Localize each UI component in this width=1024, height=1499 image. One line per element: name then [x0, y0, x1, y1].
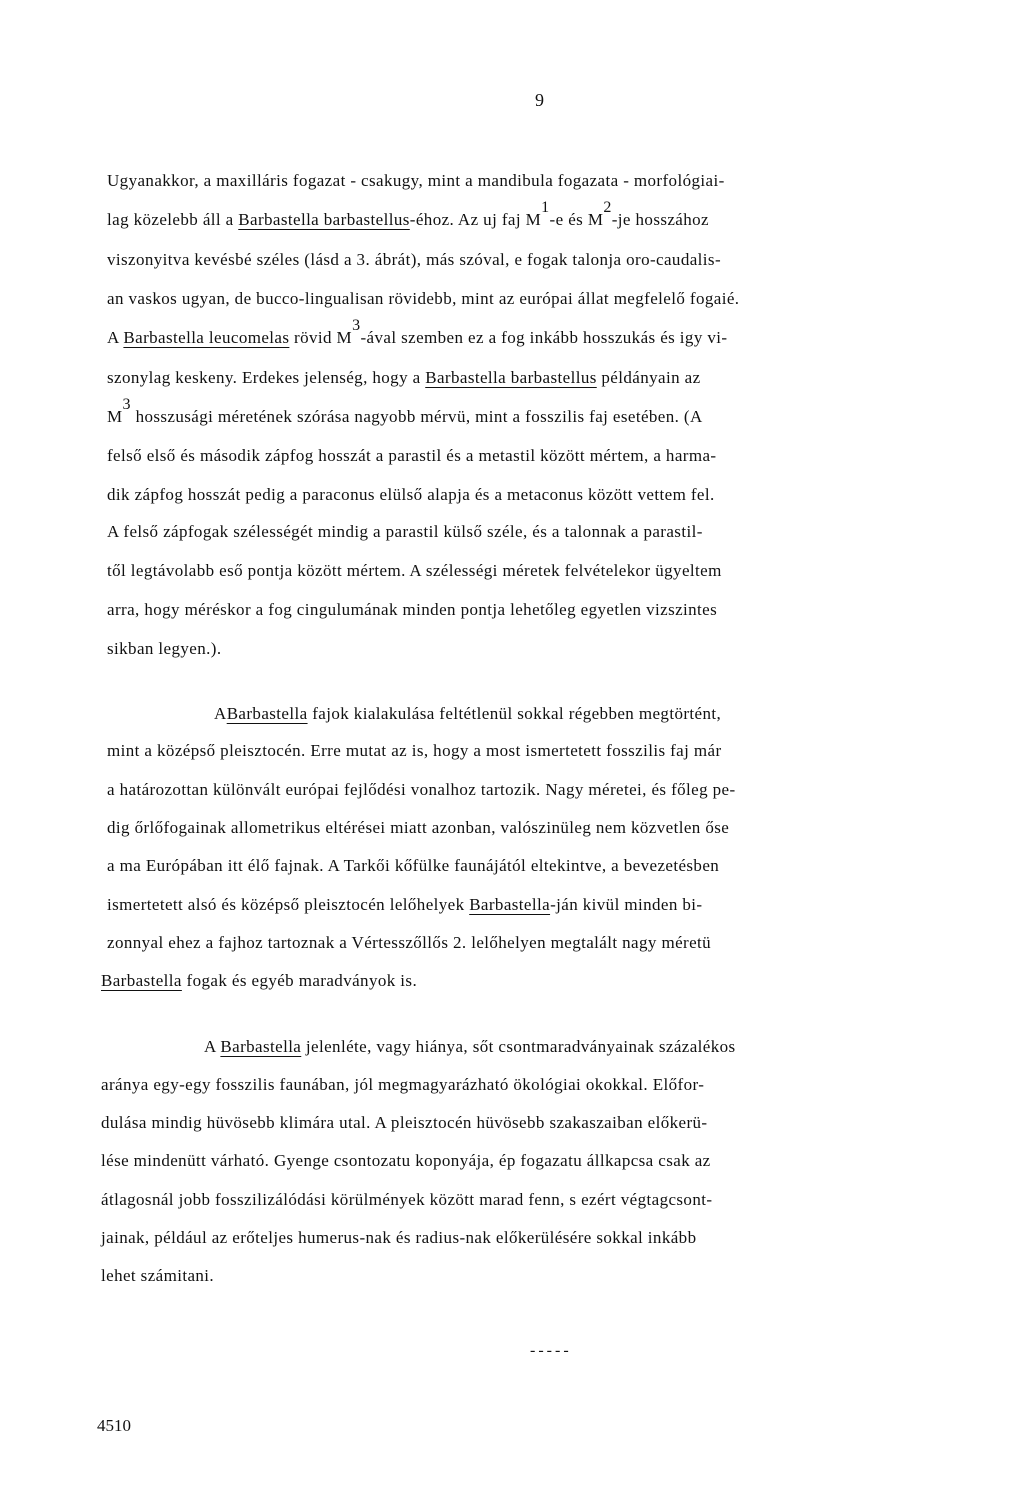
text-line: átlagosnál jobb fosszilizálódási körülmények között marad fenn, s ezért végtagcsont-: [101, 1190, 713, 1209]
text-fragment: ismertetett alsó és középső pleisztocén lelőhelyek: [107, 895, 470, 914]
taxon-name: Barbastella: [226, 704, 308, 723]
text-line: [204, 1037, 736, 1057]
text-fragment: fajok kialakulása feltétlenül sokkal régebben megtörtént,: [307, 704, 722, 723]
text-fragment: -éhoz. Az uj faj M: [409, 210, 542, 229]
text-line: [107, 368, 701, 388]
footer-code: 4510: [97, 1416, 131, 1435]
text-fragment: -je hosszához: [611, 210, 709, 229]
text-fragment: -ján kivül minden bi-: [550, 895, 703, 914]
text-fragment: szonylag keskeny. Erdekes jelenség, hogy a: [107, 368, 426, 387]
text-line: [107, 895, 702, 915]
text-line: zonnyal ehez a fajhoz tartoznak a Vértesszőllős 2. lelőhelyen megtalált nagy méretü: [107, 933, 712, 952]
text-line: [107, 199, 709, 231]
page-number: 9: [535, 90, 544, 110]
text-line: [107, 317, 728, 349]
text-line: arra, hogy méréskor a fog cingulumának minden pontja lehetőleg egyetlen vizszintes: [107, 600, 718, 619]
text-line: a határozottan különvált európai fejlődési vonalhoz tartozik. Nagy méretei, és főleg pe-: [107, 780, 736, 799]
text-fragment: M: [107, 407, 123, 426]
superscript: 1: [541, 199, 550, 216]
section-separator: -----: [530, 1342, 572, 1359]
text-line: [101, 971, 417, 991]
text-fragment: -e és M: [549, 210, 604, 229]
taxon-name: Barbastella: [101, 971, 182, 990]
text-line: aránya egy-egy fosszilis faunában, jól megmagyarázható ökológiai okokkal. Előfor-: [101, 1075, 705, 1094]
text-line: Ugyanakkor, a maxilláris fogazat - csakugy, mint a mandibula fogazata - morfológiai-: [107, 171, 725, 190]
text-line: a ma Európában itt élő fajnak. A Tarkői kőfülke faunájától eltekintve, a bevezetésben: [107, 856, 720, 875]
text-line: viszonyitva kevésbé széles (lásd a 3. ábrát), más szóval, e fogak talonja oro-caudalis-: [107, 250, 722, 269]
taxon-name: Barbastella leucomelas: [123, 328, 290, 347]
text-fragment: hosszusági méretének szórása nagyobb mérvü, mint a fosszilis faj esetében. (A: [130, 407, 703, 426]
text-fragment: -ával szemben ez a fog inkább hosszukás és igy vi-: [360, 328, 728, 347]
text-line: mint a középső pleisztocén. Erre mutat az is, hogy a most ismertetett fosszilis faj már: [107, 741, 722, 760]
text-fragment: A: [107, 328, 124, 347]
superscript: 3: [352, 317, 361, 334]
text-fragment: A: [214, 704, 227, 723]
taxon-name: Barbastella barbastellus: [425, 368, 597, 387]
text-line: lése mindenütt várható. Gyenge csontozatu koponyája, ép fogazatu állkapcsa csak az: [101, 1151, 711, 1170]
text-fragment: fogak és egyéb maradványok is.: [181, 971, 418, 990]
text-line: [107, 396, 703, 428]
text-line: A felső zápfogak szélességét mindig a parastil külső széle, és a talonnak a parastil-: [107, 522, 703, 541]
superscript: 2: [603, 199, 612, 216]
taxon-name: Barbastella: [220, 1037, 302, 1056]
text-line: jainak, például az erőteljes humerus-nak és radius-nak előkerülésére sokkal inkább: [101, 1228, 697, 1247]
text-line: dulása mindig hüvösebb klimára utal. A pleisztocén hüvösebb szakaszaiban előkerü-: [101, 1113, 708, 1132]
text-line: dik zápfog hosszát pedig a paraconus elülső alapja és a metaconus között vettem fel.: [107, 485, 715, 504]
taxon-name: Barbastella barbastellus: [238, 210, 410, 229]
text-fragment: jelenléte, vagy hiánya, sőt csontmaradványainak százalékos: [301, 1037, 736, 1056]
text-line: [214, 704, 721, 724]
text-fragment: példányain az: [596, 368, 701, 387]
text-line: lehet számitani.: [101, 1266, 215, 1285]
text-line: an vaskos ugyan, de bucco-lingualisan rövidebb, mint az európai állat megfelelő fogaié.: [107, 289, 740, 308]
taxon-name: Barbastella: [469, 895, 551, 914]
text-line: dig őrlőfogainak allometrikus eltérései miatt azonban, valószinüleg nem közvetlen őse: [107, 818, 730, 837]
text-fragment: A: [204, 1037, 221, 1056]
superscript: 3: [122, 396, 131, 413]
text-fragment: lag közelebb áll a: [107, 210, 239, 229]
text-fragment: rövid M: [289, 328, 353, 347]
text-line: sikban legyen.).: [107, 639, 222, 658]
text-line: felső első és második zápfog hosszát a parastil és a metastil között mértem, a harma-: [107, 446, 717, 465]
text-line: től legtávolabb eső pontja között mértem. A szélességi méretek felvételekor ügyeltem: [107, 561, 722, 580]
